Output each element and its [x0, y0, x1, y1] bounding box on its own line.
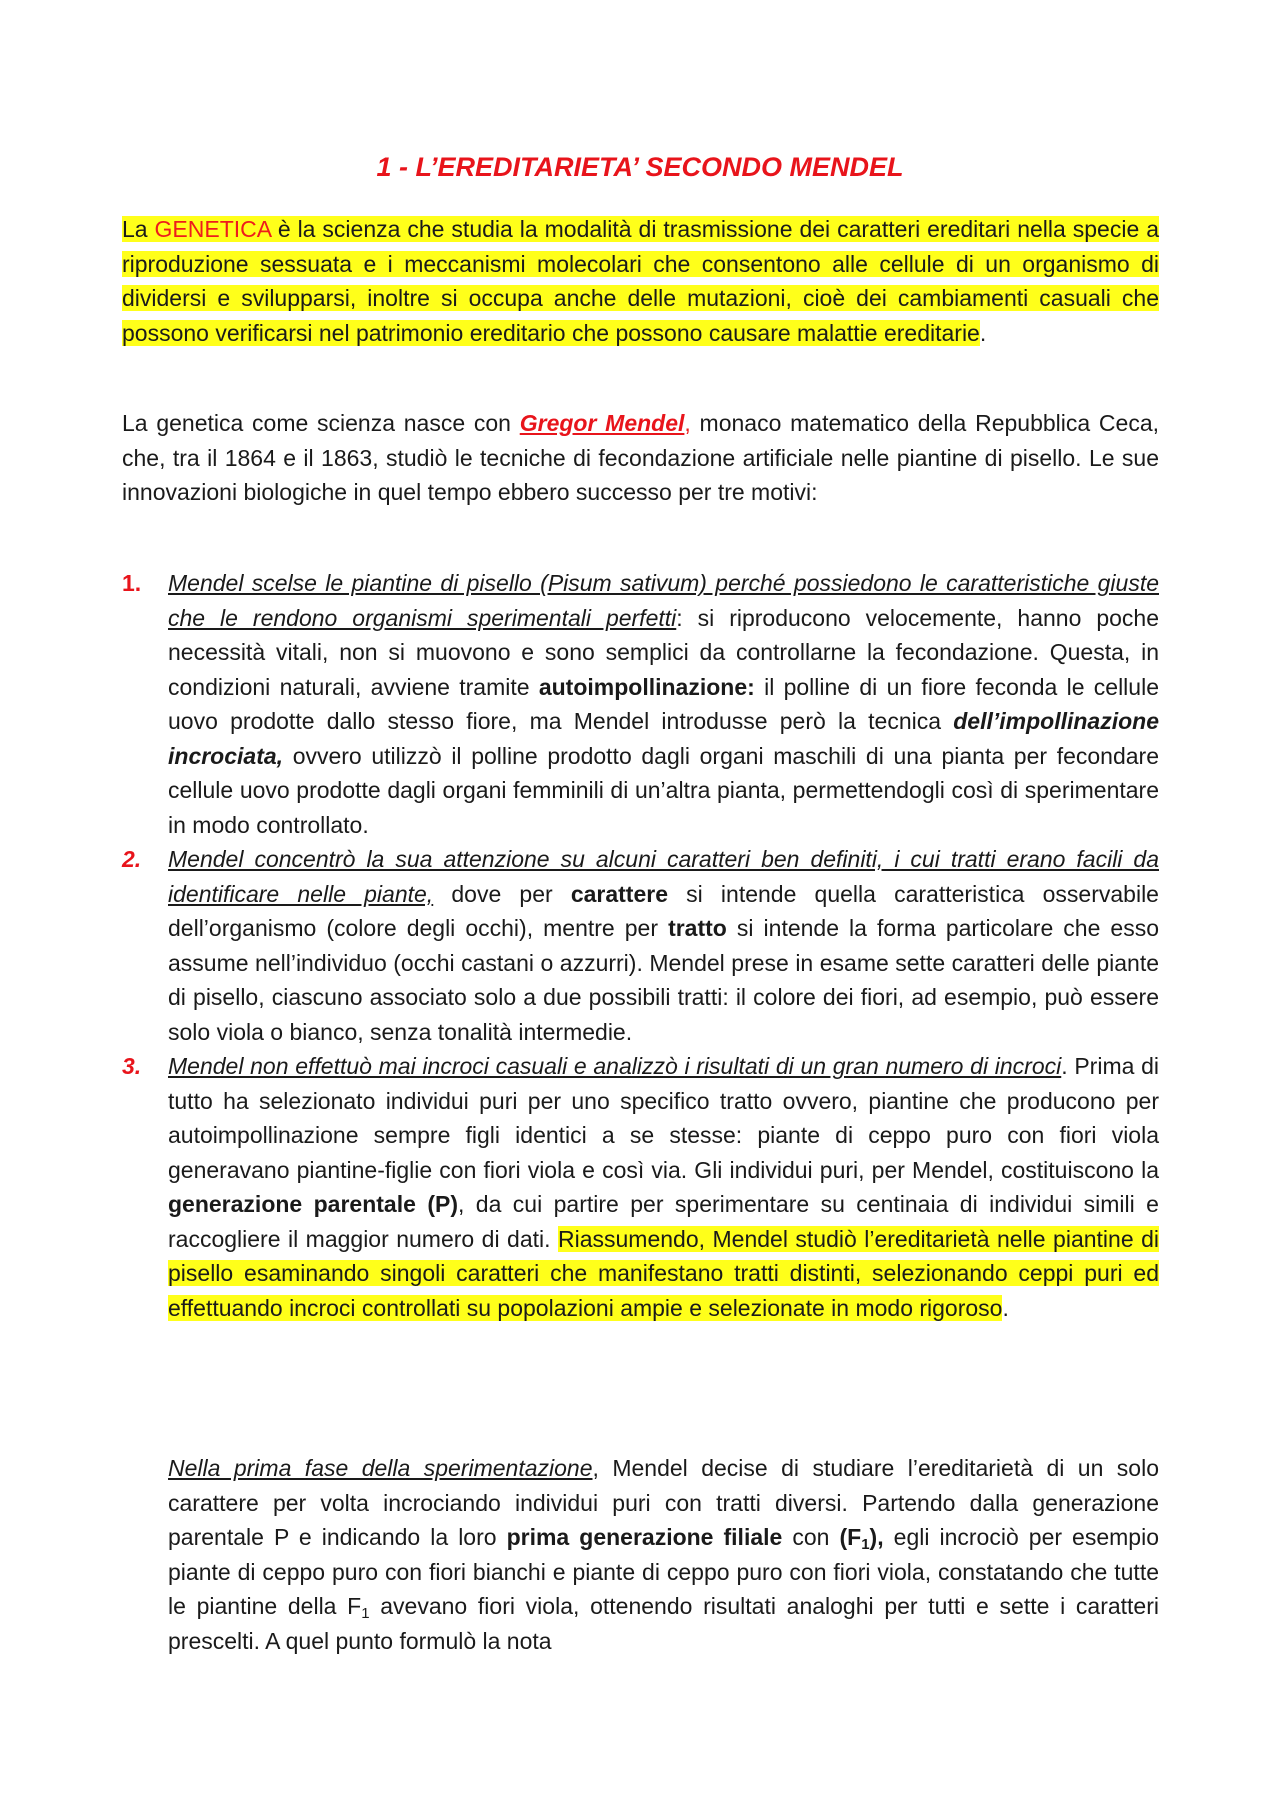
- f1-open: (F: [839, 1524, 862, 1550]
- point-heading: Mendel scelse le piantine di pisello (Pisum sativum) perché possiedono le caratteristiche giuste che le rendono organismi sperimentali perfetti: [168, 570, 1159, 631]
- point-text: si intende la forma particolare che esso assume nell’individuo (occhi castani o azzurri). Mendel prese in esame sette caratteri delle piante di pisello, ciascuno associato solo a due possibili tratti: il colore dei fiori, ad esempio, può essere solo viola o bianco, senza tonalità intermedie.: [168, 915, 1159, 1045]
- para3-text: avevano fiori viola, ottenendo risultati analoghi per tutti e sette i caratteri prescelti. A quel punto formulò la nota: [168, 1593, 1159, 1654]
- term-carattere: carattere: [570, 880, 668, 907]
- point-text: ovvero utilizzò il polline prodotto dagli organi maschili di una pianta per fecondare cellule uovo prodotte dagli organi femminili di un’altra pianta, permettendogli così di sperimentare in modo controllato.: [168, 742, 1159, 838]
- intro-text: è la scienza che studia la modalità di trasmissione dei caratteri ereditari nella specie a riproduzione sessuata e i meccanismi molecolari che consentono alle cellule di un organismo di dividersi e svilupparsi, inoltre si occupa anche delle mutazioni, cioè dei cambiamenti casuali che possono verificarsi nel patrimonio ereditario che possono causare malattie ereditarie: [122, 216, 1159, 346]
- term-f1: [839, 1524, 884, 1553]
- list-number: 1.: [122, 570, 142, 596]
- experiment-paragraph: [168, 1451, 1159, 1658]
- page-title: 1 - L’EREDITARIETA’ SECONDO MENDEL: [376, 152, 904, 182]
- para3-text: egli incrociò per esempio piante di ceppo puro con fiori bianchi e piante di ceppo puro con fiori viola, constatando che tutte le piantine della F: [168, 1524, 1159, 1619]
- point-heading: Mendel non effettuò mai incroci casuali e analizzò i risultati di un gran numero di incroci: [168, 1053, 1062, 1079]
- term-autoimpollinazione: autoimpollinazione:: [538, 673, 755, 700]
- point-text: dove per: [433, 880, 571, 907]
- point-heading: Mendel concentrò la sua attenzione su alcuni caratteri ben definiti, i cui tratti erano facili da identificare nelle piante,: [168, 846, 1159, 907]
- para3-text: con: [782, 1524, 840, 1550]
- mendel-paragraph: [122, 406, 1159, 510]
- intro-end: .: [979, 319, 987, 346]
- list-item: [122, 1049, 1159, 1325]
- motivations-list: [122, 566, 1159, 1325]
- intro-highlight: [122, 216, 1159, 346]
- f1-close: ),: [869, 1524, 884, 1550]
- intro-lead: La: [122, 216, 155, 242]
- term-tratto: tratto: [668, 915, 727, 941]
- term-impollinazione-incrociata: dell’impollinazione incrociata,: [168, 708, 1159, 769]
- para2-lead: La genetica come scienza nasce con: [122, 410, 520, 436]
- list-number: 3.: [122, 1053, 142, 1079]
- point-text: il polline di un fiore feconda le cellule uovo prodotte dallo stesso fiore, ma Mendel introdusse però la tecnica: [168, 673, 1159, 734]
- term-prima-generazione-filiale: prima generazione filiale: [506, 1524, 783, 1550]
- term-generazione-parentale: generazione parentale (P): [168, 1191, 458, 1217]
- point-text: , da cui partire per sperimentare su centinaia di individui simili e raccogliere il maggior numero di dati.: [168, 1191, 1159, 1252]
- phase-heading: Nella prima fase della sperimentazione: [168, 1455, 593, 1481]
- para3-text: , Mendel decise di studiare l’ereditarietà di un solo carattere per volta incrociando individui puri con tratti diversi. Partendo dalla generazione parentale P e indicando la loro: [168, 1455, 1159, 1550]
- summary-highlight: Riassumendo, Mendel studiò l’ereditarietà nelle piantine di pisello esaminando singoli caratteri che manifestano tratti distinti, selezionando ceppi puri ed effettuando incroci controllati su popolazioni ampie e selezionate in modo rigoroso: [168, 1225, 1159, 1321]
- para2-text: monaco matematico della Repubblica Ceca, che, tra il 1864 e il 1863, studiò le tecniche di fecondazione artificiale nelle piantine di pisello. Le sue innovazioni biologiche in quel tempo ebbero successo per tre motivi:: [122, 410, 1159, 505]
- para2-comma: ,: [684, 410, 691, 436]
- list-item: [122, 842, 1159, 1049]
- point-text: .: [1002, 1294, 1009, 1321]
- genetica-term: GENETICA: [154, 216, 271, 242]
- gregor-mendel-link[interactable]: Gregor Mendel: [519, 410, 685, 436]
- intro-paragraph: [122, 212, 1159, 350]
- list-number: 2.: [122, 846, 142, 872]
- point-text: . Prima di tutto ha selezionato individui puri per uno specifico tratto ovvero, piantine che producono per autoimpollinazione sempre figli identici a se stesse: piante di ceppo puro con fiori viola generavano piantine-figlie con fiori viola e così via. Gli individui puri, per Mendel, costituiscono la: [168, 1053, 1159, 1183]
- f1-subscript: 1: [861, 1536, 870, 1553]
- point-text: : si riproducono velocemente, hanno poche necessità vitali, non si muovono e sono semplici da controllarne la fecondazione. Questa, in condizioni naturali, avviene tramite: [168, 604, 1160, 700]
- f1-subscript: 1: [361, 1605, 370, 1622]
- point-text: si intende quella caratteristica osservabile dell’organismo (colore degli occhi), mentre per: [168, 880, 1159, 941]
- list-item: [122, 566, 1159, 842]
